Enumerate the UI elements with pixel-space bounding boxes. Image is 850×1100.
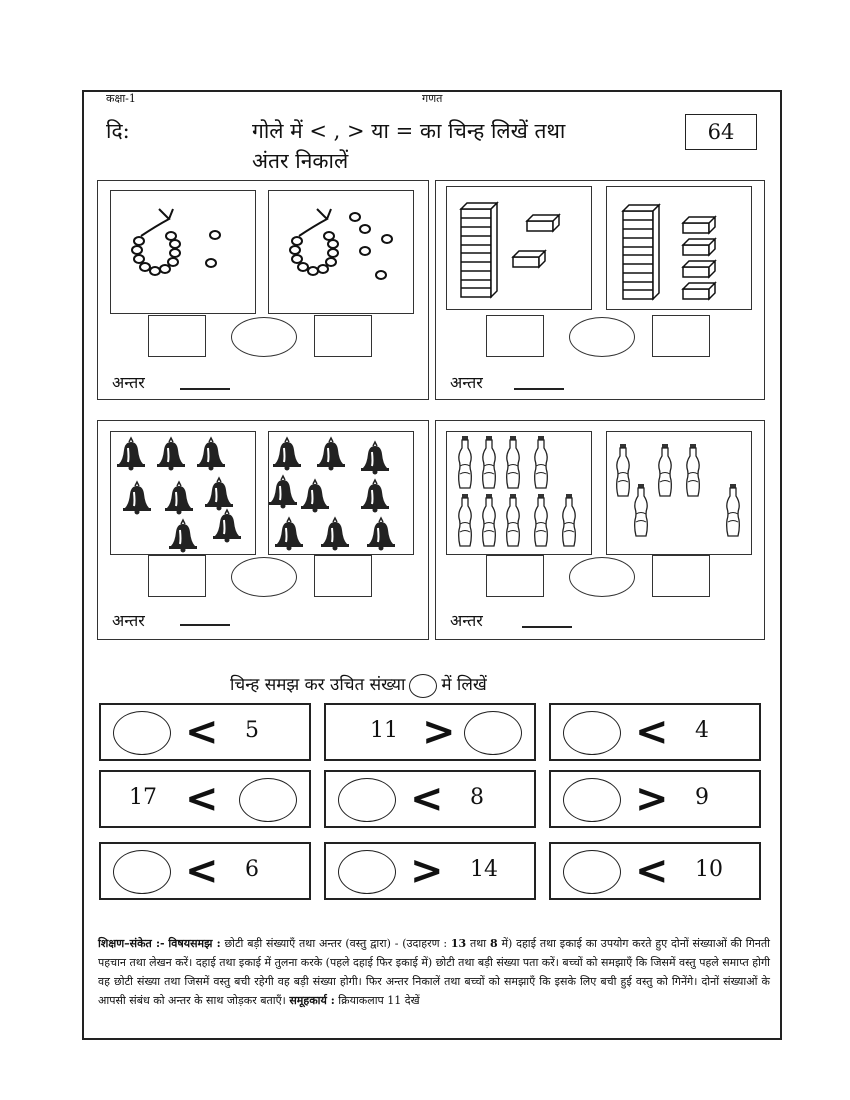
answer-oval[interactable] (231, 557, 297, 597)
bell-icon (197, 438, 225, 471)
answer-box-right[interactable] (314, 555, 372, 597)
bottle-icons (447, 432, 593, 556)
bell-icon (361, 442, 389, 475)
bottle-icon (459, 436, 472, 488)
bottle-icon (483, 436, 496, 488)
picture-left (110, 190, 256, 314)
note-example: 8 (489, 937, 498, 950)
left-number: 11 (370, 718, 398, 743)
bell-icon (367, 518, 395, 551)
answer-circle[interactable] (239, 778, 297, 822)
panel-bells (97, 420, 429, 640)
comparison-box (549, 703, 761, 761)
answer-oval[interactable] (231, 317, 297, 357)
picture-left (446, 431, 592, 555)
comparison-box (99, 770, 311, 828)
answer-circle[interactable] (113, 711, 171, 755)
answer-circle[interactable] (338, 850, 396, 894)
right-number: 5 (245, 718, 259, 743)
bottle-icons (607, 432, 753, 556)
bell-icon (321, 518, 349, 551)
bell-icons (111, 432, 257, 556)
bottle-icon (727, 484, 740, 536)
note-example: 13 (450, 937, 467, 950)
right-number: 8 (470, 785, 484, 810)
difference-line[interactable] (180, 624, 230, 626)
right-number: 4 (695, 718, 709, 743)
comparison-symbol: < (185, 776, 219, 822)
bell-icon (275, 518, 303, 551)
subject-label: गणत (422, 92, 443, 105)
picture-right (268, 431, 414, 555)
note-text: में) दहाई तथा इकाई का उपयोग करते हुए दोनों संख्याओं की गिनती पहचान तथा लेखन करें। दहाई तथा इकाई में तुलना करके (पहले दहाई फिर इकाई में) छोटी तथा बड़ी संख्या पता करें। बच्चों को समझाएँ कि जिसमें वस्तु पहले समाप्त होगी वह छोटी संख्या तथा जिसमें वस्तु बची रहेगी वह बड़ी संख्या होगी। फिर अन्तर निकालें तथा बच्चों को समझाएँ कि इसके लिए बची हुई वस्तु को गिनेंगे। दोनों संख्याओं के आपसी संबंध को अन्तर के साथ जोड़कर बताएँ। (98, 937, 771, 1007)
bell-icon (165, 482, 193, 515)
bottle-icon (483, 494, 496, 546)
bottle-icon (507, 494, 520, 546)
difference-label: अन्तर (112, 611, 145, 630)
comparison-symbol: > (410, 848, 444, 894)
comparison-symbol: > (635, 776, 669, 822)
bell-icon (273, 438, 301, 471)
note-term: विषयसमझ : (168, 937, 221, 950)
instruction-text: चिन्ह समझ कर उचित संख्या (230, 675, 406, 695)
difference-line[interactable] (514, 388, 564, 390)
panel-bottles (435, 420, 765, 640)
answer-box-left[interactable] (148, 315, 206, 357)
right-number: 9 (695, 785, 709, 810)
comparison-symbol: < (635, 709, 669, 755)
bottle-icon (617, 444, 630, 496)
bell-icon (213, 510, 241, 543)
bottle-icon (635, 484, 648, 536)
left-number: 17 (129, 785, 157, 810)
bell-icons (269, 432, 415, 556)
instruction-text-end: में लिखें (441, 675, 487, 695)
answer-circle[interactable] (113, 850, 171, 894)
bell-icon (117, 438, 145, 471)
comparison-symbol: < (185, 848, 219, 894)
tens-rod-and-unit-blocks-icon (447, 187, 593, 311)
difference-line[interactable] (522, 626, 572, 628)
answer-circle[interactable] (464, 711, 522, 755)
comparison-symbol: < (635, 848, 669, 894)
bell-icon (169, 520, 197, 553)
comparison-box (99, 842, 311, 900)
teaching-note (98, 934, 770, 1010)
comparison-box (549, 770, 761, 828)
answer-oval[interactable] (569, 317, 635, 357)
comparison-box (324, 703, 536, 761)
bell-icon (301, 480, 329, 513)
difference-label: अन्तर (450, 373, 483, 392)
note-text: तथा (470, 937, 487, 950)
bottle-icon (687, 444, 700, 496)
right-number: 14 (470, 857, 498, 882)
picture-left (446, 186, 592, 310)
picture-left (110, 431, 256, 555)
note-term: समूहकार्य : (289, 994, 335, 1007)
bottle-icon (535, 494, 548, 546)
bottle-icon (563, 494, 576, 546)
note-text: छोटी बड़ी संख्याएँ तथा अन्तर (वस्तु द्वारा) - (उदाहरण : (224, 937, 448, 950)
difference-label: अन्तर (450, 611, 483, 630)
comparison-symbol: > (422, 709, 456, 755)
note-label: शिक्षण–संकेत :- (98, 937, 165, 950)
comparison-box (99, 703, 311, 761)
bell-icon (317, 438, 345, 471)
bell-icon (123, 482, 151, 515)
answer-box-left[interactable] (486, 555, 544, 597)
page-title: गोले में < , > या = का चिन्ह लिखें तथा (252, 119, 566, 143)
comparison-box (549, 842, 761, 900)
difference-label: अन्तर (112, 373, 145, 392)
bottle-icon (507, 436, 520, 488)
answer-circle[interactable] (563, 778, 621, 822)
panel-blocks (435, 180, 765, 400)
answer-circle[interactable] (563, 850, 621, 894)
answer-oval[interactable] (569, 557, 635, 597)
right-number: 6 (245, 857, 259, 882)
note-text: क्रियाकलाप 11 देखें (338, 994, 420, 1007)
page-number: 64 (685, 114, 757, 150)
instruction (230, 672, 487, 698)
answer-box-right[interactable] (314, 315, 372, 357)
page-subtitle: अंतर निकालें (252, 149, 349, 173)
comparison-symbol: < (410, 776, 444, 822)
comparison-symbol: < (185, 709, 219, 755)
bell-icon (269, 476, 297, 509)
bell-icon (205, 478, 233, 511)
tens-rod-and-unit-blocks-icon (607, 187, 753, 311)
panel-beads (97, 180, 429, 400)
bell-icon (361, 480, 389, 513)
necklace-beads-icon (111, 191, 257, 315)
answer-box-right[interactable] (652, 555, 710, 597)
class-label: कक्षा-1 (106, 92, 136, 105)
comparison-box (324, 842, 536, 900)
answer-circle[interactable] (338, 778, 396, 822)
bottle-icon (535, 436, 548, 488)
bottle-icon (659, 444, 672, 496)
answer-box-left[interactable] (148, 555, 206, 597)
picture-right (268, 190, 414, 314)
answer-box-right[interactable] (652, 315, 710, 357)
bottle-icon (459, 494, 472, 546)
right-number: 10 (695, 857, 723, 882)
answer-circle[interactable] (563, 711, 621, 755)
answer-box-left[interactable] (486, 315, 544, 357)
worksheet-page (82, 90, 782, 1040)
picture-right (606, 186, 752, 310)
difference-line[interactable] (180, 388, 230, 390)
circle-icon (409, 674, 437, 698)
comparison-box (324, 770, 536, 828)
picture-right (606, 431, 752, 555)
date-prefix: दि: (106, 119, 130, 143)
necklace-beads-icon (269, 191, 415, 315)
bell-icon (157, 438, 185, 471)
